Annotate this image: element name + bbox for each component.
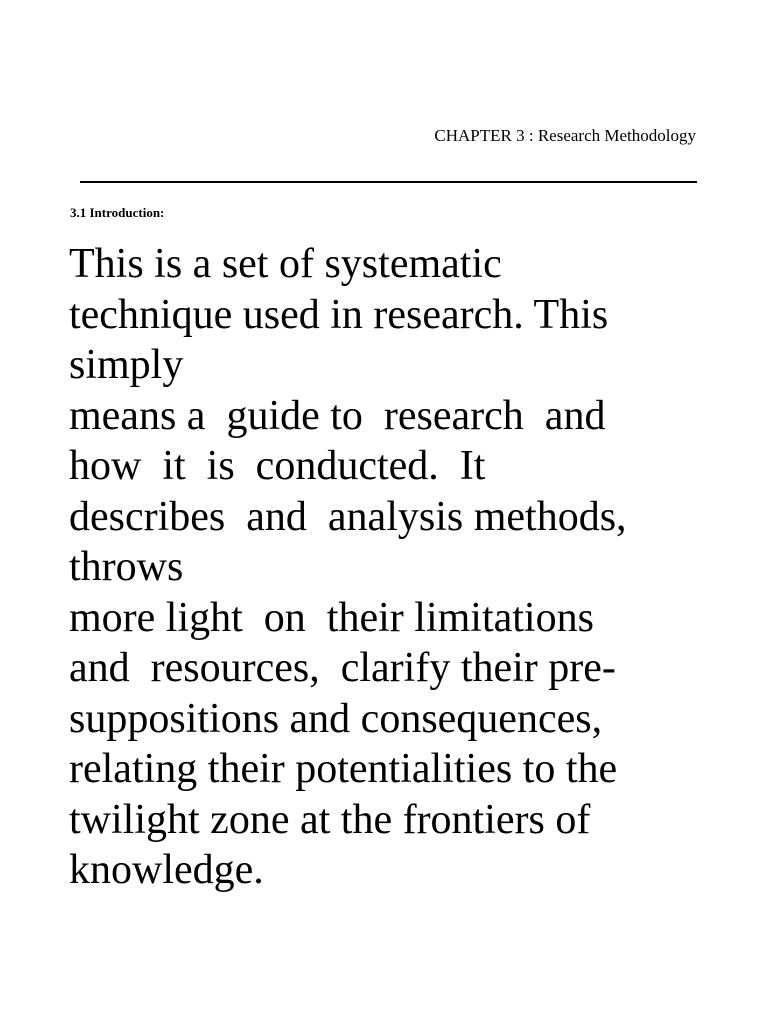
- body-line: relating their potentialities to the: [69, 746, 618, 792]
- body-line: suppositions and consequences,: [69, 695, 603, 742]
- body-line: throws: [69, 544, 184, 590]
- body-line: means a guide to research and: [69, 392, 606, 439]
- body-line: how it is conducted. It: [69, 443, 486, 489]
- body-line: This is a set of systematic: [69, 241, 502, 287]
- body-paragraph: [69, 239, 709, 896]
- body-line: simply: [69, 342, 184, 388]
- body-line: technique used in research. This: [69, 291, 609, 338]
- body-line: and resources, clarify their pre-: [69, 645, 616, 691]
- body-line: knowledge.: [69, 847, 264, 893]
- body-line: more light on their limitations: [69, 594, 594, 641]
- section-heading: 3.1 Introduction:: [70, 205, 165, 220]
- chapter-header: CHAPTER 3 : Research Methodology: [434, 126, 696, 145]
- body-line: twilight zone at the frontiers of: [69, 796, 591, 843]
- body-line: describes and analysis methods,: [69, 493, 627, 540]
- header-rule: [80, 181, 697, 183]
